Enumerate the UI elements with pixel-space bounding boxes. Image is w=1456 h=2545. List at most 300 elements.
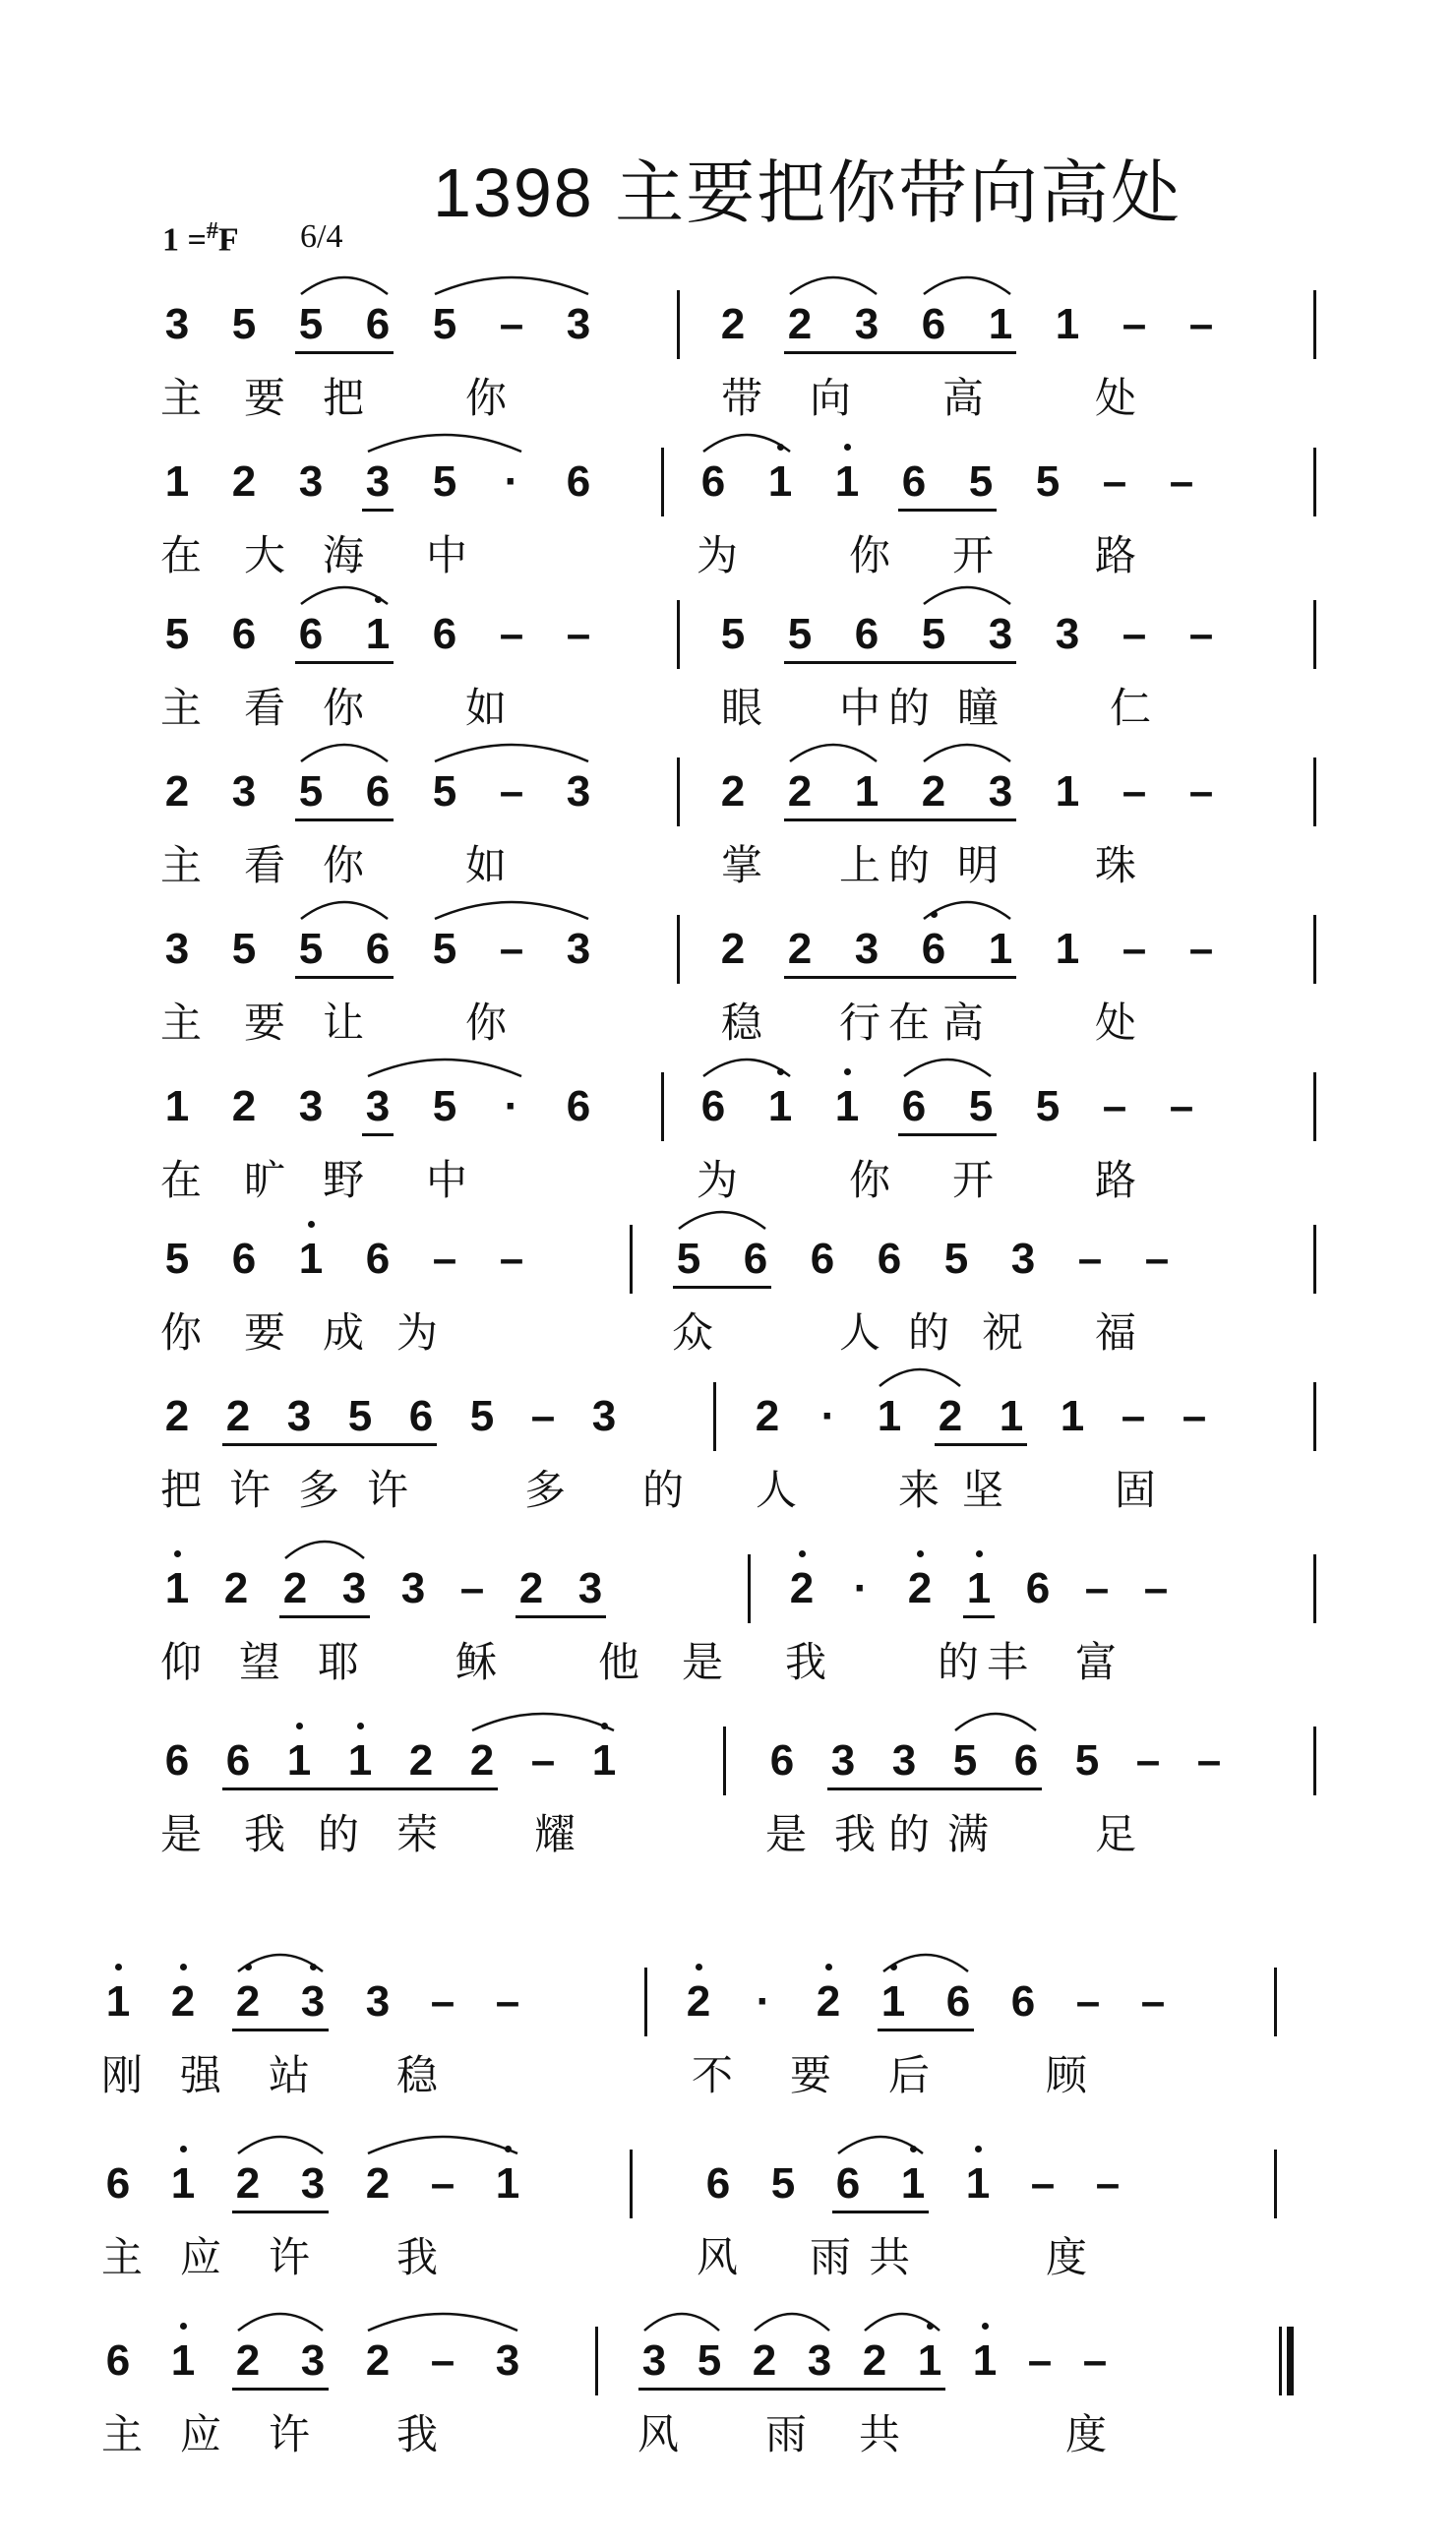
- melody-note: [523, 1392, 563, 1441]
- melody-note: [559, 1082, 598, 1131]
- lyric-char: 大: [243, 532, 285, 578]
- melody-note: [157, 610, 197, 659]
- sharp-sign: #: [206, 218, 218, 244]
- slur-arc: [902, 1049, 993, 1078]
- eighth-underline: [295, 351, 394, 354]
- note-digit: 1: [164, 1082, 190, 1130]
- note-digit: 2: [686, 1977, 711, 2026]
- note-digit: 5: [164, 1235, 190, 1283]
- melody-note: [492, 1082, 531, 1131]
- melody-note: [847, 610, 886, 659]
- lyric-char: 后: [887, 2052, 930, 2098]
- note-digit: 5: [469, 1392, 495, 1440]
- melody-note: [1162, 1082, 1201, 1131]
- note-digit: 1: [880, 1977, 906, 2026]
- note-digit: 3: [830, 1736, 856, 1785]
- note-digit: 6: [810, 1235, 835, 1283]
- note-digit: 3: [577, 1564, 603, 1612]
- octave-dot: [180, 2323, 187, 2330]
- melody-note: [780, 300, 819, 349]
- bar-line: [677, 600, 680, 669]
- lyric-char: 你: [322, 842, 364, 888]
- note-digit: 1: [298, 1235, 324, 1283]
- lyric-char: 让: [322, 1000, 364, 1046]
- note-digit: 2: [231, 1082, 257, 1130]
- note-digit: 2: [787, 767, 813, 816]
- slur-arc: [881, 1944, 970, 1973]
- lyric-char: 的: [907, 1309, 949, 1356]
- slur-arc: [863, 2303, 941, 2333]
- slur-arc: [299, 734, 390, 763]
- lyric-char: 旷: [243, 1157, 285, 1203]
- slur-arc: [366, 2126, 519, 2155]
- lyric-char: 雨: [809, 2234, 851, 2280]
- note-digit: –: [1030, 2159, 1056, 2208]
- note-digit: 1: [1055, 925, 1080, 973]
- slur-arc: [922, 734, 1012, 763]
- score-row: [0, 1043, 1456, 1203]
- melody-note: [425, 925, 464, 974]
- lyric-char: 众: [671, 1309, 713, 1356]
- slur-arc: [470, 1703, 616, 1732]
- melody-note: [713, 300, 753, 349]
- note-digit: –: [499, 1235, 524, 1283]
- lyric-char: 多: [297, 1467, 339, 1513]
- octave-dot: [180, 1964, 187, 1970]
- note-digit: ·: [504, 457, 519, 506]
- lyric-char: 路: [1094, 1157, 1136, 1203]
- melody-note: [760, 1082, 800, 1131]
- melody-note: [224, 1235, 264, 1284]
- melody-note: [584, 1392, 624, 1441]
- melody-note: [157, 1235, 197, 1284]
- melody-note: [1048, 925, 1087, 974]
- melody-note: [462, 1392, 502, 1441]
- end-bar-line: [1313, 448, 1316, 516]
- melody-note: [584, 1736, 624, 1786]
- final-bar-line: [1287, 2327, 1294, 2395]
- lyric-char: 主: [159, 1000, 202, 1046]
- lyric-char: 如: [464, 842, 507, 888]
- note-digit: –: [495, 1977, 520, 2026]
- eighth-underline: [784, 976, 1016, 979]
- melody-note: [961, 457, 1001, 507]
- melody-note: [1133, 1977, 1173, 2027]
- note-digit: 1: [286, 1736, 312, 1785]
- note-digit: –: [530, 1392, 556, 1440]
- melody-note: [425, 300, 464, 349]
- lyric-char: 在: [887, 1000, 930, 1046]
- time-signature: 6/4: [300, 218, 343, 255]
- lyric-char: 坚: [961, 1467, 1003, 1513]
- note-digit: 2: [752, 2336, 777, 2385]
- lyric-char: 人: [838, 1309, 880, 1356]
- lyric-char: 主: [159, 375, 202, 421]
- note-digit: 1: [854, 767, 880, 816]
- melody-note: [425, 1082, 464, 1131]
- score-row: [0, 1697, 1456, 1857]
- end-bar-line: [1313, 915, 1316, 984]
- lyric-char: 许: [268, 2411, 310, 2457]
- melody-note: [841, 1564, 880, 1613]
- note-digit: 6: [566, 457, 591, 506]
- melody-note: [961, 1082, 1001, 1131]
- note-digit: 6: [231, 610, 257, 658]
- slur-arc: [366, 424, 523, 454]
- melody-note: [462, 1736, 502, 1786]
- note-digit: 1: [988, 925, 1013, 973]
- lyric-char: 我: [395, 2411, 438, 2457]
- note-digit: 3: [400, 1564, 426, 1612]
- octave-dot: [180, 2146, 187, 2152]
- lyric-char: 的: [887, 685, 930, 731]
- lyric-char: 的: [317, 1811, 359, 1857]
- note-digit: 5: [1074, 1736, 1100, 1785]
- bar-line: [748, 1554, 751, 1623]
- lyric-char: 是: [681, 1639, 723, 1685]
- note-digit: 1: [495, 2159, 520, 2208]
- lyric-char: 共: [868, 2234, 910, 2280]
- lyric-char: 眼: [720, 685, 762, 731]
- note-digit: 1: [1060, 1392, 1085, 1440]
- note-digit: 2: [755, 1392, 780, 1440]
- lyric-char: 的: [641, 1467, 684, 1513]
- lyric-char: 风: [637, 2411, 679, 2457]
- lyric-char: 应: [179, 2234, 221, 2280]
- melody-note: [425, 457, 464, 507]
- note-digit: 2: [408, 1736, 434, 1785]
- eighth-underline: [898, 1133, 997, 1136]
- slur-arc: [236, 2303, 325, 2333]
- melody-note: [713, 925, 753, 974]
- melody-note: [1053, 1392, 1092, 1441]
- bar-line: [677, 915, 680, 984]
- note-digit: 2: [720, 300, 746, 348]
- lyric-char: 行: [838, 1000, 880, 1046]
- lyric-char: 主: [100, 2411, 143, 2457]
- melody-note: [291, 1082, 331, 1131]
- note-digit: ·: [853, 1564, 869, 1612]
- melody-note: [1048, 767, 1087, 817]
- note-digit: 2: [469, 1736, 495, 1785]
- lyric-char: 高: [941, 1000, 984, 1046]
- melody-note: [981, 300, 1020, 349]
- slur-arc: [788, 734, 879, 763]
- note-digit: 6: [432, 610, 457, 658]
- note-digit: 1: [834, 1082, 860, 1130]
- end-bar-line: [1313, 600, 1316, 669]
- note-digit: 2: [518, 1564, 544, 1612]
- melody-note: [224, 767, 264, 817]
- note-digit: 3: [164, 300, 190, 348]
- melody-note: [959, 1564, 999, 1613]
- melody-note: [874, 1977, 913, 2027]
- note-digit: –: [1077, 1235, 1103, 1283]
- note-digit: 1: [1055, 300, 1080, 348]
- note-digit: 6: [901, 457, 927, 506]
- melody-note: [279, 1392, 319, 1441]
- melody-note: [394, 1564, 433, 1613]
- note-digit: 1: [988, 300, 1013, 348]
- octave-dot: [976, 1550, 983, 1557]
- octave-dot: [844, 1068, 851, 1075]
- slur-arc: [642, 2303, 721, 2333]
- melody-note: [1137, 1235, 1177, 1284]
- note-digit: 5: [968, 457, 994, 506]
- note-digit: 1: [767, 1082, 793, 1130]
- slur-arc: [953, 1703, 1038, 1732]
- melody-note: [340, 1736, 380, 1786]
- lyric-char: 丰: [986, 1639, 1028, 1685]
- slur-arc: [236, 2126, 325, 2155]
- melody-note: [358, 767, 397, 817]
- note-digit: –: [530, 1736, 556, 1785]
- melody-note: [488, 2159, 527, 2209]
- end-bar-line: [1313, 1225, 1316, 1294]
- melody-note: [453, 1564, 492, 1613]
- note-digit: 2: [164, 767, 190, 816]
- note-digit: 5: [676, 1235, 701, 1283]
- melody-note: [782, 1564, 821, 1613]
- lyric-char: 我: [395, 2234, 438, 2280]
- note-digit: 1: [591, 1736, 617, 1785]
- slur-arc: [878, 1359, 962, 1388]
- melody-note: [965, 2336, 1004, 2386]
- note-digit: 5: [697, 2336, 722, 2385]
- end-bar-line: [1313, 290, 1316, 359]
- key-signature: [162, 218, 239, 259]
- note-digit: 1: [917, 2336, 942, 2385]
- score-row: [0, 2120, 1456, 2280]
- melody-note: [1182, 925, 1221, 974]
- eighth-underline: [878, 2029, 974, 2031]
- lyric-char: 风: [696, 2234, 738, 2280]
- melody-note: [218, 1736, 258, 1786]
- melody-note: [1018, 1564, 1058, 1613]
- note-digit: 6: [769, 1736, 795, 1785]
- melody-note: [809, 1392, 848, 1441]
- melody-note: [1095, 1082, 1134, 1131]
- eighth-underline: [963, 1615, 995, 1618]
- melody-note: [512, 1564, 551, 1613]
- melody-note: [98, 2159, 138, 2209]
- bar-line: [677, 757, 680, 826]
- melody-note: [1067, 1736, 1107, 1786]
- melody-note: [780, 925, 819, 974]
- melody-note: [571, 1564, 610, 1613]
- note-digit: 3: [854, 925, 880, 973]
- melody-note: [1020, 2336, 1060, 2386]
- lyric-char: 你: [464, 1000, 507, 1046]
- melody-note: [914, 767, 953, 817]
- melody-note: [937, 1235, 976, 1284]
- note-digit: 6: [298, 610, 324, 658]
- melody-note: [894, 1082, 934, 1131]
- bar-line: [713, 1382, 716, 1451]
- key-prefix: 1 =: [162, 221, 207, 259]
- lyric-char: 度: [1045, 2234, 1087, 2280]
- eighth-underline: [673, 1286, 771, 1289]
- lyric-char: 雨: [764, 2411, 807, 2457]
- note-digit: 3: [495, 2336, 520, 2385]
- note-digit: 6: [365, 1235, 391, 1283]
- note-digit: 6: [743, 1235, 768, 1283]
- melody-note: [488, 2336, 527, 2386]
- melody-note: [694, 1082, 733, 1131]
- melody-note: [291, 767, 331, 817]
- eighth-underline: [935, 1443, 1027, 1446]
- lyric-char: 仰: [159, 1639, 202, 1685]
- melody-note: [1028, 1082, 1067, 1131]
- melody-note: [423, 2159, 462, 2209]
- lyric-char: 在: [159, 532, 202, 578]
- note-digit: 2: [789, 1564, 815, 1612]
- melody-note: [291, 1235, 331, 1284]
- lyric-char: 的: [887, 1811, 930, 1857]
- eighth-underline: [784, 661, 1016, 664]
- octave-dot: [357, 1723, 364, 1729]
- note-digit: –: [1188, 925, 1214, 973]
- lyric-char: 瞳: [956, 685, 999, 731]
- melody-note: [884, 1736, 924, 1786]
- note-digit: 1: [767, 457, 793, 506]
- slur-arc: [433, 891, 590, 921]
- note-digit: –: [1140, 1977, 1166, 2026]
- lyric-char: 你: [322, 685, 364, 731]
- lyric-char: 开: [951, 1157, 994, 1203]
- melody-note: [1048, 610, 1087, 659]
- note-digit: 6: [225, 1736, 251, 1785]
- eighth-underline: [898, 509, 997, 512]
- melody-note: [713, 610, 753, 659]
- eighth-underline: [222, 1443, 437, 1446]
- melody-note: [1189, 1736, 1229, 1786]
- melody-note: [291, 610, 331, 659]
- eighth-underline: [638, 2388, 945, 2391]
- melody-note: [224, 457, 264, 507]
- melody-note: [423, 2336, 462, 2386]
- note-digit: 1: [834, 457, 860, 506]
- note-digit: 6: [700, 1082, 726, 1130]
- melody-note: [1077, 1564, 1117, 1613]
- lyric-char: 路: [1094, 532, 1136, 578]
- eighth-underline: [832, 2211, 929, 2213]
- melody-note: [870, 1392, 909, 1441]
- note-digit: –: [1143, 1564, 1169, 1612]
- lyric-char: 祝: [981, 1309, 1023, 1356]
- lyric-char: 来: [897, 1467, 940, 1513]
- note-digit: 5: [1035, 457, 1061, 506]
- note-digit: 5: [231, 300, 257, 348]
- melody-note: [163, 1977, 203, 2027]
- melody-note: [401, 1736, 441, 1786]
- note-digit: 1: [365, 610, 391, 658]
- melody-note: [291, 457, 331, 507]
- note-digit: 1: [347, 1736, 373, 1785]
- note-digit: 1: [170, 2159, 196, 2208]
- lyric-char: 是: [159, 1811, 202, 1857]
- note-digit: 6: [835, 2159, 861, 2208]
- melody-note: [893, 2159, 933, 2209]
- slur-arc: [922, 267, 1012, 296]
- note-digit: 1: [105, 1977, 131, 2026]
- melody-note: [559, 610, 598, 659]
- melody-note: [228, 2159, 268, 2209]
- lyric-char: 中: [838, 685, 880, 731]
- melody-note: [358, 2336, 397, 2386]
- melody-note: [358, 1977, 397, 2027]
- lyric-char: 中: [425, 532, 467, 578]
- lyric-char: 你: [464, 375, 507, 421]
- melody-note: [157, 925, 197, 974]
- octave-dot: [296, 1723, 303, 1729]
- note-digit: 6: [105, 2159, 131, 2208]
- note-digit: 5: [968, 1082, 994, 1130]
- note-digit: –: [1095, 2159, 1121, 2208]
- note-digit: 5: [432, 767, 457, 816]
- melody-note: [698, 2159, 738, 2209]
- lyric-char: 在: [159, 1157, 202, 1203]
- octave-dot: [844, 444, 851, 451]
- lyric-char: 固: [1114, 1467, 1156, 1513]
- note-digit: 1: [999, 1392, 1024, 1440]
- note-digit: 6: [1013, 1736, 1039, 1785]
- lyric-char: 如: [464, 685, 507, 731]
- note-digit: –: [1182, 1392, 1207, 1440]
- melody-note: [228, 2336, 268, 2386]
- note-digit: 2: [231, 457, 257, 506]
- melody-note: [1095, 457, 1134, 507]
- lyric-char: 许: [366, 1467, 408, 1513]
- note-digit: 5: [432, 300, 457, 348]
- melody-note: [981, 767, 1020, 817]
- note-digit: 3: [566, 767, 591, 816]
- lyric-char: 耀: [533, 1811, 576, 1857]
- note-digit: 5: [164, 610, 190, 658]
- melody-note: [847, 300, 886, 349]
- melody-note: [870, 1235, 909, 1284]
- note-digit: 2: [164, 1392, 190, 1440]
- melody-note: [1068, 1977, 1108, 2027]
- melody-note: [218, 1392, 258, 1441]
- lyric-char: 许: [268, 2234, 310, 2280]
- melody-note: [780, 610, 819, 659]
- melody-note: [358, 300, 397, 349]
- melody-note: [401, 1392, 441, 1441]
- note-digit: 2: [862, 2336, 887, 2385]
- note-digit: 2: [365, 2336, 391, 2385]
- melody-note: [958, 2159, 998, 2209]
- octave-dot: [799, 1550, 806, 1557]
- bar-line: [677, 290, 680, 359]
- note-digit: 6: [365, 925, 391, 973]
- melody-note: [358, 457, 397, 507]
- slur-arc: [788, 267, 879, 296]
- note-digit: 5: [432, 1082, 457, 1130]
- note-digit: 5: [432, 457, 457, 506]
- melody-note: [855, 2336, 894, 2386]
- octave-dot: [982, 2323, 989, 2330]
- note-digit: –: [430, 2336, 455, 2385]
- note-digit: 3: [807, 2336, 832, 2385]
- melody-note: [992, 1392, 1031, 1441]
- melody-note: [760, 457, 800, 507]
- score-row: [0, 418, 1456, 576]
- eighth-underline: [827, 1788, 1042, 1790]
- melody-note: [1114, 1392, 1153, 1441]
- end-bar-line: [1274, 2150, 1277, 2218]
- lyric-char: 要: [243, 375, 285, 421]
